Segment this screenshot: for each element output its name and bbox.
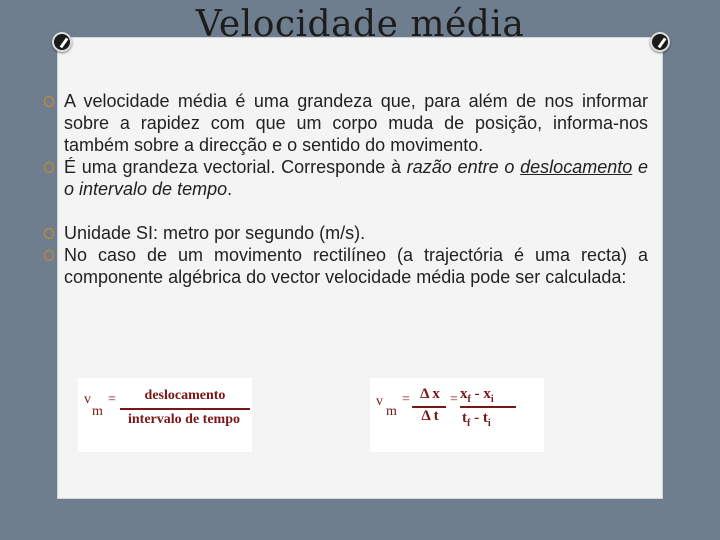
- bullet-list: [44, 90, 648, 288]
- bullet-marker-icon: [44, 162, 54, 173]
- formula-numerator: deslocamento: [144, 388, 226, 403]
- bullet-emphasis: e o intervalo de tempo: [64, 157, 649, 199]
- bullet-item: [44, 244, 648, 288]
- formula-image-definition: v m = deslocamento intervalo de tempo: [78, 378, 252, 452]
- bullet-item: É uma grandeza vectorial. Corresponde à razão entre o deslocamento e o intervalo de tempo.: [44, 156, 648, 200]
- slide-title: Velocidade média: [195, 4, 525, 45]
- bullet-underlined-term: deslocamento: [520, 157, 633, 177]
- bullet-item: [44, 222, 648, 244]
- bullet-marker-icon: [44, 96, 54, 107]
- bullet-marker-icon: [44, 250, 54, 261]
- bullet-text: É uma grandeza vectorial. Corresponde à: [64, 157, 407, 177]
- bullet-marker-icon: [44, 228, 54, 239]
- formula-denominator: Δ t: [421, 408, 439, 424]
- bullet-text: Unidade SI: metro por segundo (m/s).: [64, 223, 366, 243]
- formula-denominator: intervalo de tempo: [128, 412, 240, 427]
- formula-numerator: Δ x: [420, 386, 440, 402]
- bullet-emphasis: razão entre o: [406, 157, 521, 177]
- bullet-item: [44, 90, 648, 156]
- formula-image-delta: v m = Δ x Δ t = $x_f - x_i$ $t_f - t_i$: [370, 378, 544, 452]
- bullet-text: A velocidade média é uma grandeza que, para além de nos informar sobre a rapidez com que um corpo muda de posição, informa-nos também sobre a direcção e o sentido do movimento.: [64, 91, 648, 155]
- bullet-text: No caso de um movimento rectilíneo (a trajectória é uma recta) a componente algébrica do vector velocidade média pode ser calculada:: [64, 245, 648, 287]
